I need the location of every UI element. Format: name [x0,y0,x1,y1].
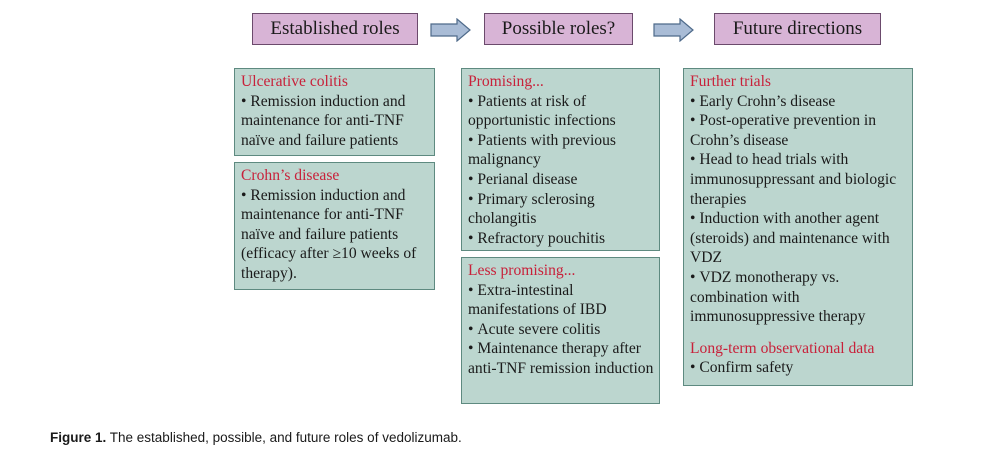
list-item: • Head to head trials with immunosuppressant and biologic therapies [690,150,908,209]
list-item: • VDZ monotherapy vs. combination with immunosuppressive therapy [690,268,908,327]
header-possible-roles: Possible roles? [484,13,633,45]
right-arrow-icon [430,18,472,42]
section-heading-further-trials: Further trials [690,73,771,90]
list-item: • Refractory pouchitis [468,229,655,249]
list-item: • Induction with another agent (steroids) and maintenance with VDZ [690,209,908,268]
list-item: • Patients with previous malignancy [468,131,655,170]
header-established-roles: Established roles [252,13,418,45]
figure-caption-text: The established, possible, and future roles of vedolizumab. [109,430,462,445]
list-item: • Primary sclerosing cholangitis [468,190,655,229]
header-future-directions: Future directions [714,13,881,45]
section-heading-crohns-disease: Crohn’s disease [241,167,340,184]
right-arrow-icon [653,18,695,42]
list-item: • Patients at risk of opportunistic infections [468,92,655,131]
panel-future-directions [683,68,913,386]
list-item: • Maintenance therapy after anti-TNF remission induction [468,339,655,378]
section-heading-less-promising: Less promising... [468,262,576,279]
panel-ulcerative-colitis [234,68,435,156]
section-heading-ulcerative-colitis: Ulcerative colitis [241,73,348,90]
list-item: • Early Crohn’s disease [690,92,908,112]
figure-label: Figure 1. [50,430,107,445]
section-heading-long-term-observational: Long-term observational data [690,339,875,357]
list-item: • Post-operative prevention in Crohn’s disease [690,111,908,150]
panel-promising [461,68,660,251]
list-item: • Remission induction and maintenance for anti-TNF naïve and failure patients (efficacy after ≥10 weeks of therapy). [241,186,430,284]
list-item: • Acute severe colitis [468,320,655,340]
section-heading-promising: Promising... [468,73,544,90]
list-item: • Confirm safety [690,358,908,378]
list-item: • Remission induction and maintenance for anti-TNF naïve and failure patients [241,92,430,151]
panel-less-promising [461,257,660,404]
list-item: • Extra-intestinal manifestations of IBD [468,281,655,320]
panel-crohns-disease [234,162,435,290]
list-item: • Perianal disease [468,170,655,190]
figure-caption [50,430,462,445]
